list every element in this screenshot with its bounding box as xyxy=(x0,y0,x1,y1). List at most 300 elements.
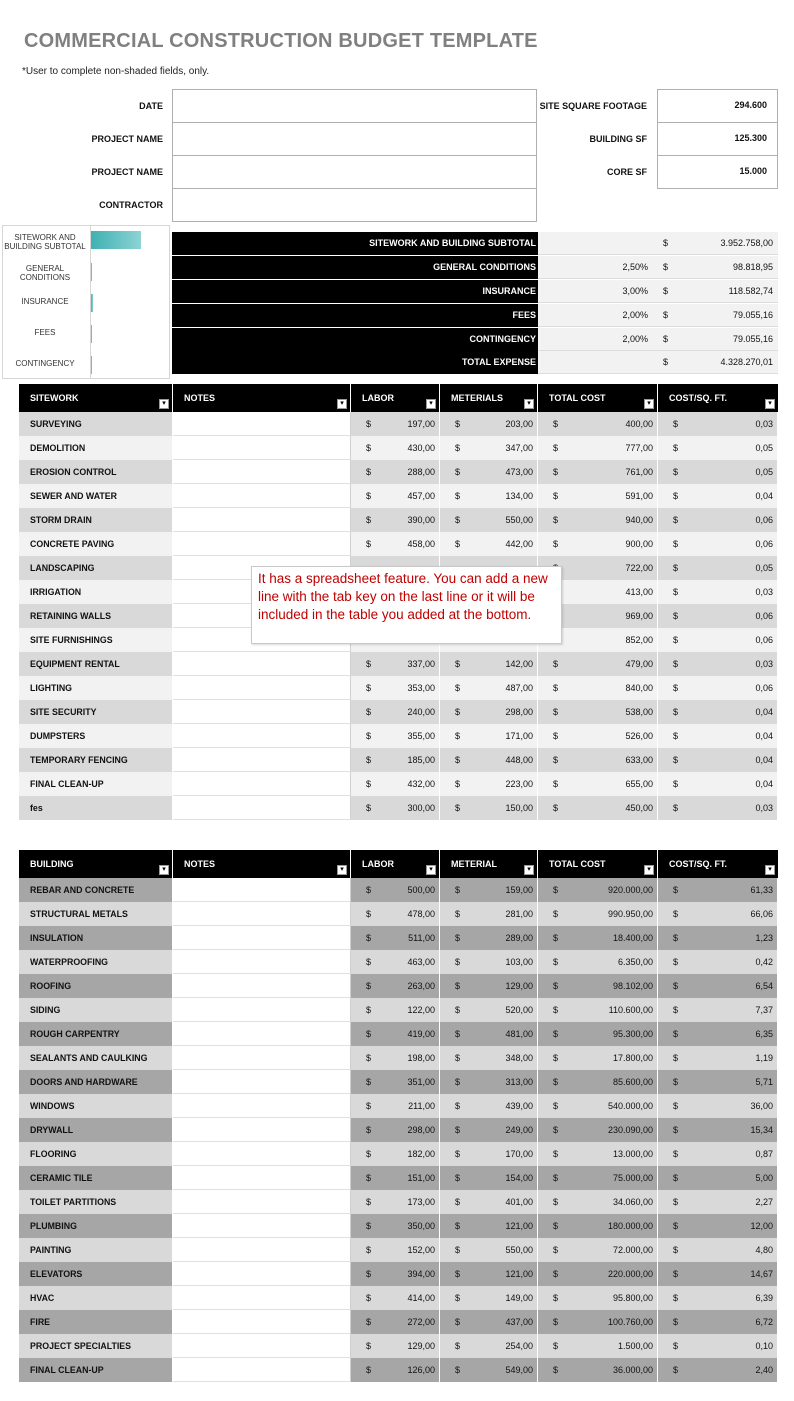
project-name-input[interactable] xyxy=(172,122,537,156)
materials-cell[interactable] xyxy=(440,1238,538,1262)
currency-symbol: $ xyxy=(366,539,372,549)
item-name-cell[interactable] xyxy=(19,580,173,604)
notes-cell[interactable] xyxy=(173,974,351,998)
cost-sqft-cell xyxy=(658,1190,778,1214)
item-name-cell[interactable] xyxy=(19,926,173,950)
cost-sqft-cell xyxy=(658,772,778,796)
currency-symbol: $ xyxy=(455,731,461,741)
labor-cell-value: 152,00 xyxy=(407,1245,435,1255)
currency-symbol: $ xyxy=(366,981,372,991)
labor-cell[interactable] xyxy=(351,508,440,532)
labor-cell[interactable] xyxy=(351,1334,440,1358)
currency-symbol: $ xyxy=(455,443,461,453)
filter-dropdown-icon[interactable]: ▾ xyxy=(159,399,169,409)
materials-cell[interactable] xyxy=(440,436,538,460)
labor-cell-value: 151,00 xyxy=(407,1173,435,1183)
materials-cell-value: 347,00 xyxy=(505,443,533,453)
labor-cell-value: 211,00 xyxy=(408,1101,435,1111)
item-name-cell-value: fes xyxy=(30,803,43,813)
total-cost-cell-value: 6.350,00 xyxy=(617,957,653,967)
materials-cell-value: 520,00 xyxy=(505,1005,533,1015)
labor-cell[interactable] xyxy=(351,1094,440,1118)
table-row xyxy=(19,436,778,460)
labor-cell[interactable] xyxy=(351,772,440,796)
notes-cell[interactable] xyxy=(173,652,351,676)
labor-cell[interactable] xyxy=(351,1310,440,1334)
total-cost-cell xyxy=(538,1142,658,1166)
labor-cell[interactable] xyxy=(351,1358,440,1382)
header-cost-sqft[interactable] xyxy=(658,850,778,878)
currency-symbol: $ xyxy=(673,539,679,549)
currency-symbol: $ xyxy=(455,1005,461,1015)
total-cost-cell xyxy=(538,412,658,436)
currency-symbol: $ xyxy=(553,933,559,943)
cost-sqft-cell-value: 6,39 xyxy=(755,1293,773,1303)
labor-cell[interactable] xyxy=(351,902,440,926)
materials-cell[interactable] xyxy=(440,1334,538,1358)
currency-symbol: $ xyxy=(553,1005,559,1015)
notes-cell[interactable] xyxy=(173,1214,351,1238)
notes-cell[interactable] xyxy=(173,1334,351,1358)
item-name-cell[interactable] xyxy=(19,772,173,796)
chart-bar-insurance xyxy=(91,294,93,312)
notes-cell[interactable] xyxy=(173,796,351,820)
materials-cell[interactable] xyxy=(440,700,538,724)
notes-cell[interactable] xyxy=(173,1118,351,1142)
item-name-cell[interactable] xyxy=(19,484,173,508)
item-name-cell[interactable] xyxy=(19,1142,173,1166)
item-name-cell[interactable] xyxy=(19,436,173,460)
cost-sqft-cell-value: 0,03 xyxy=(755,803,773,813)
materials-cell[interactable] xyxy=(440,1118,538,1142)
header-notes[interactable] xyxy=(173,384,351,412)
cost-sqft-cell xyxy=(658,796,778,820)
table-row xyxy=(19,484,778,508)
currency-symbol: $ xyxy=(455,467,461,477)
summary-row-insurance xyxy=(172,280,778,303)
filter-dropdown-icon[interactable]: ▾ xyxy=(765,865,775,875)
notes-cell[interactable] xyxy=(173,700,351,724)
labor-cell[interactable] xyxy=(351,974,440,998)
item-name-cell-value: EQUIPMENT RENTAL xyxy=(30,659,120,669)
notes-cell[interactable] xyxy=(173,1142,351,1166)
summary-pct-input[interactable]: 3,00% xyxy=(538,280,658,303)
notes-cell[interactable] xyxy=(173,1070,351,1094)
currency-symbol: $ xyxy=(366,957,372,967)
cost-sqft-cell xyxy=(658,998,778,1022)
notes-cell[interactable] xyxy=(173,772,351,796)
labor-cell[interactable] xyxy=(351,926,440,950)
chart-label-contingency: CONTINGENCY xyxy=(15,359,75,368)
total-cost-cell xyxy=(538,1286,658,1310)
currency-symbol: $ xyxy=(455,755,461,765)
cost-sqft-cell-value: 36,00 xyxy=(750,1101,773,1111)
item-name-cell[interactable] xyxy=(19,532,173,556)
materials-cell[interactable] xyxy=(440,460,538,484)
filter-dropdown-icon[interactable]: ▾ xyxy=(644,865,654,875)
item-name-cell[interactable] xyxy=(19,628,173,652)
currency-symbol: $ xyxy=(366,1341,372,1351)
materials-cell[interactable] xyxy=(440,796,538,820)
cost-sqft-cell-value: 0,04 xyxy=(755,755,773,765)
currency-symbol: $ xyxy=(553,885,559,895)
site-square-footage-input[interactable]: 294.600 xyxy=(657,89,778,123)
materials-cell-value: 289,00 xyxy=(505,933,533,943)
currency-symbol: $ xyxy=(553,803,559,813)
materials-cell[interactable] xyxy=(440,508,538,532)
notes-cell[interactable] xyxy=(173,878,351,902)
item-name-cell[interactable] xyxy=(19,878,173,902)
currency-symbol: $ xyxy=(553,1221,559,1231)
item-name-cell[interactable] xyxy=(19,1214,173,1238)
materials-cell[interactable] xyxy=(440,412,538,436)
notes-cell[interactable] xyxy=(173,436,351,460)
total-cost-cell xyxy=(538,1214,658,1238)
item-name-cell[interactable] xyxy=(19,902,173,926)
notes-cell[interactable] xyxy=(173,508,351,532)
item-name-cell[interactable] xyxy=(19,748,173,772)
materials-cell[interactable] xyxy=(440,748,538,772)
project-name-input-2[interactable] xyxy=(172,155,537,189)
item-name-cell[interactable] xyxy=(19,508,173,532)
currency-symbol: $ xyxy=(455,885,461,895)
cost-sqft-cell-value: 2,27 xyxy=(755,1197,773,1207)
currency-symbol: $ xyxy=(553,659,559,669)
labor-cell[interactable] xyxy=(351,700,440,724)
total-cost-cell-value: 852,00 xyxy=(625,635,653,645)
notes-cell[interactable] xyxy=(173,1310,351,1334)
summary-amount xyxy=(658,328,778,351)
header-total-cost[interactable] xyxy=(538,384,658,412)
notes-cell[interactable] xyxy=(173,1358,351,1382)
currency-symbol: $ xyxy=(553,1269,559,1279)
labor-cell[interactable] xyxy=(351,950,440,974)
notes-cell[interactable] xyxy=(173,1262,351,1286)
table-row xyxy=(19,902,778,926)
materials-cell[interactable] xyxy=(440,484,538,508)
labor-cell[interactable] xyxy=(351,724,440,748)
currency-symbol: $ xyxy=(455,803,461,813)
chart-label-general-conditions: GENERAL CONDITIONS xyxy=(19,264,71,282)
currency-symbol: $ xyxy=(673,635,679,645)
notes-cell[interactable] xyxy=(173,532,351,556)
filter-dropdown-icon[interactable]: ▾ xyxy=(337,399,347,409)
item-name-cell[interactable] xyxy=(19,460,173,484)
labor-cell[interactable] xyxy=(351,1262,440,1286)
currency-symbol: $ xyxy=(455,1101,461,1111)
labor-cell-value: 432,00 xyxy=(407,779,435,789)
notes-cell[interactable] xyxy=(173,1286,351,1310)
labor-cell[interactable] xyxy=(351,1142,440,1166)
header-total-cost[interactable] xyxy=(538,850,658,878)
currency-symbol: $ xyxy=(553,1077,559,1087)
total-cost-cell-value: 400,00 xyxy=(625,419,653,429)
labor-cell[interactable] xyxy=(351,436,440,460)
materials-cell[interactable] xyxy=(440,1166,538,1190)
project-name-label-2: PROJECT NAME xyxy=(91,167,163,177)
labor-cell-value: 351,00 xyxy=(407,1077,435,1087)
notes-cell[interactable] xyxy=(173,998,351,1022)
item-name-cell[interactable] xyxy=(19,1190,173,1214)
materials-cell[interactable] xyxy=(440,1190,538,1214)
currency-symbol: $ xyxy=(366,1245,372,1255)
table-row xyxy=(19,998,778,1022)
notes-cell[interactable] xyxy=(173,484,351,508)
cost-sqft-cell xyxy=(658,1262,778,1286)
materials-cell[interactable] xyxy=(440,1070,538,1094)
notes-cell[interactable] xyxy=(173,1166,351,1190)
labor-cell[interactable] xyxy=(351,1070,440,1094)
item-name-cell-value: CONCRETE PAVING xyxy=(30,539,115,549)
total-cost-cell-value: 633,00 xyxy=(625,755,653,765)
date-input[interactable] xyxy=(172,89,537,123)
header-labor[interactable] xyxy=(351,384,440,412)
filter-dropdown-icon[interactable]: ▾ xyxy=(524,399,534,409)
cost-sqft-cell xyxy=(658,1286,778,1310)
notes-cell[interactable] xyxy=(173,724,351,748)
materials-cell-value: 481,00 xyxy=(505,1029,533,1039)
materials-cell[interactable] xyxy=(440,1358,538,1382)
summary-label: TOTAL EXPENSE xyxy=(172,351,538,374)
total-cost-cell-value: 95.800,00 xyxy=(612,1293,653,1303)
currency-symbol: $ xyxy=(553,707,559,717)
notes-cell[interactable] xyxy=(173,1022,351,1046)
materials-cell[interactable] xyxy=(440,772,538,796)
currency-symbol: $ xyxy=(455,1149,461,1159)
cost-sqft-cell xyxy=(658,1070,778,1094)
notes-cell[interactable] xyxy=(173,1046,351,1070)
labor-cell[interactable] xyxy=(351,1238,440,1262)
labor-cell[interactable] xyxy=(351,1190,440,1214)
item-name-cell[interactable] xyxy=(19,1358,173,1382)
item-name-cell[interactable] xyxy=(19,998,173,1022)
currency-symbol: $ xyxy=(553,1341,559,1351)
labor-cell[interactable] xyxy=(351,676,440,700)
item-name-cell[interactable] xyxy=(19,1334,173,1358)
sitework-header-row xyxy=(19,384,778,412)
filter-dropdown-icon[interactable]: ▾ xyxy=(765,399,775,409)
currency-symbol: $ xyxy=(553,1197,559,1207)
total-cost-cell xyxy=(538,1166,658,1190)
total-cost-cell-value: 538,00 xyxy=(625,707,653,717)
item-name-cell[interactable] xyxy=(19,1286,173,1310)
currency-symbol: $ xyxy=(673,803,679,813)
materials-cell-value: 149,00 xyxy=(505,1293,533,1303)
notes-cell[interactable] xyxy=(173,460,351,484)
notes-cell[interactable] xyxy=(173,1094,351,1118)
filter-dropdown-icon[interactable]: ▾ xyxy=(644,399,654,409)
notes-cell[interactable] xyxy=(173,926,351,950)
filter-dropdown-icon[interactable]: ▾ xyxy=(159,865,169,875)
notes-cell[interactable] xyxy=(173,676,351,700)
labor-cell[interactable] xyxy=(351,1166,440,1190)
materials-cell[interactable] xyxy=(440,926,538,950)
currency-symbol: $ xyxy=(673,1005,679,1015)
labor-cell[interactable] xyxy=(351,1286,440,1310)
materials-cell-value: 171,00 xyxy=(505,731,533,741)
labor-cell[interactable] xyxy=(351,1022,440,1046)
materials-cell[interactable] xyxy=(440,676,538,700)
notes-cell[interactable] xyxy=(173,1190,351,1214)
materials-cell[interactable] xyxy=(440,1310,538,1334)
item-name-cell-value: INSULATION xyxy=(30,933,84,943)
summary-label: SITEWORK AND BUILDING SUBTOTAL xyxy=(172,232,538,255)
contractor-input[interactable] xyxy=(172,188,537,222)
cost-sqft-cell xyxy=(658,628,778,652)
labor-cell[interactable] xyxy=(351,748,440,772)
item-name-cell[interactable] xyxy=(19,1118,173,1142)
filter-dropdown-icon[interactable]: ▾ xyxy=(426,865,436,875)
currency-symbol: $ xyxy=(366,755,372,765)
materials-cell[interactable] xyxy=(440,878,538,902)
materials-cell[interactable] xyxy=(440,652,538,676)
labor-cell[interactable] xyxy=(351,1046,440,1070)
currency-symbol: $ xyxy=(455,909,461,919)
item-name-cell[interactable] xyxy=(19,1070,173,1094)
currency-symbol: $ xyxy=(673,659,679,669)
currency-symbol: $ xyxy=(673,443,679,453)
materials-cell[interactable] xyxy=(440,724,538,748)
labor-cell[interactable] xyxy=(351,878,440,902)
materials-cell[interactable] xyxy=(440,1142,538,1166)
item-name-cell[interactable] xyxy=(19,950,173,974)
currency-symbol: $ xyxy=(455,539,461,549)
labor-cell[interactable] xyxy=(351,1118,440,1142)
item-name-cell[interactable] xyxy=(19,1310,173,1334)
materials-cell[interactable] xyxy=(440,1022,538,1046)
currency-symbol: $ xyxy=(673,957,679,967)
header-cost-sqft[interactable] xyxy=(658,384,778,412)
materials-cell[interactable] xyxy=(440,1262,538,1286)
item-name-cell[interactable] xyxy=(19,652,173,676)
header-label: SITEWORK xyxy=(30,393,79,403)
labor-cell[interactable] xyxy=(351,796,440,820)
total-cost-cell-value: 722,00 xyxy=(625,563,653,573)
notes-cell[interactable] xyxy=(173,902,351,926)
total-cost-cell xyxy=(538,772,658,796)
labor-cell[interactable] xyxy=(351,652,440,676)
currency-symbol: $ xyxy=(673,419,679,429)
cost-sqft-cell xyxy=(658,878,778,902)
labor-cell[interactable] xyxy=(351,998,440,1022)
labor-cell[interactable] xyxy=(351,532,440,556)
summary-pct-input[interactable]: 2,50% xyxy=(538,256,658,279)
item-name-cell[interactable] xyxy=(19,1238,173,1262)
item-name-cell[interactable] xyxy=(19,1022,173,1046)
currency-symbol: $ xyxy=(553,491,559,501)
item-name-cell[interactable] xyxy=(19,556,173,580)
filter-dropdown-icon[interactable]: ▾ xyxy=(337,865,347,875)
cost-sqft-cell-value: 5,71 xyxy=(755,1077,773,1087)
notes-cell[interactable] xyxy=(173,950,351,974)
cost-sqft-cell xyxy=(658,1022,778,1046)
cost-sqft-cell-value: 1,23 xyxy=(755,933,773,943)
materials-cell[interactable] xyxy=(440,532,538,556)
labor-cell[interactable] xyxy=(351,484,440,508)
item-name-cell[interactable] xyxy=(19,724,173,748)
contractor-label: CONTRACTOR xyxy=(99,200,163,210)
currency-symbol: $ xyxy=(366,467,372,477)
currency-symbol: $ xyxy=(366,1365,372,1375)
item-name-cell[interactable] xyxy=(19,1262,173,1286)
core-sf-label: CORE SF xyxy=(606,167,647,177)
item-name-cell[interactable] xyxy=(19,974,173,998)
currency-symbol: $ xyxy=(553,515,559,525)
header-materials[interactable] xyxy=(440,384,538,412)
core-sf-input[interactable]: 15.000 xyxy=(657,155,778,189)
item-name-cell[interactable] xyxy=(19,676,173,700)
cost-sqft-cell-value: 0,04 xyxy=(755,731,773,741)
building-sf-input[interactable]: 125.300 xyxy=(657,122,778,156)
total-cost-cell xyxy=(538,532,658,556)
summary-pct-input[interactable]: 2,00% xyxy=(538,328,658,351)
labor-cell[interactable] xyxy=(351,460,440,484)
item-name-cell[interactable] xyxy=(19,1166,173,1190)
labor-cell-value: 419,00 xyxy=(407,1029,435,1039)
materials-cell[interactable] xyxy=(440,950,538,974)
page-title: COMMERCIAL CONSTRUCTION BUDGET TEMPLATE xyxy=(24,30,538,52)
currency-symbol: $ xyxy=(673,885,679,895)
date-label: DATE xyxy=(139,101,163,111)
total-cost-cell xyxy=(538,1262,658,1286)
filter-dropdown-icon[interactable]: ▾ xyxy=(524,865,534,875)
materials-cell[interactable] xyxy=(440,1094,538,1118)
cost-sqft-cell-value: 0,03 xyxy=(755,419,773,429)
notes-cell[interactable] xyxy=(173,412,351,436)
labor-cell[interactable] xyxy=(351,412,440,436)
summary-amount xyxy=(658,232,778,255)
materials-cell[interactable] xyxy=(440,1214,538,1238)
header-labor[interactable] xyxy=(351,850,440,878)
item-name-cell-value: ROUGH CARPENTRY xyxy=(30,1029,120,1039)
item-name-cell[interactable] xyxy=(19,1046,173,1070)
materials-cell[interactable] xyxy=(440,974,538,998)
filter-dropdown-icon[interactable]: ▾ xyxy=(426,399,436,409)
labor-cell[interactable] xyxy=(351,1214,440,1238)
chart-label-subtotal: SITEWORK AND BUILDING SUBTOTAL xyxy=(4,233,86,251)
item-name-cell[interactable] xyxy=(19,796,173,820)
item-name-cell[interactable] xyxy=(19,700,173,724)
materials-cell-value: 203,00 xyxy=(505,419,533,429)
item-name-cell[interactable] xyxy=(19,412,173,436)
currency-symbol: $ xyxy=(455,1293,461,1303)
currency-symbol: $ xyxy=(673,1197,679,1207)
cost-sqft-cell-value: 0,04 xyxy=(755,491,773,501)
table-row xyxy=(19,1142,778,1166)
header-building[interactable] xyxy=(19,850,173,878)
header-label: TOTAL COST xyxy=(549,859,606,869)
cost-sqft-cell-value: 14,67 xyxy=(750,1269,773,1279)
materials-cell[interactable] xyxy=(440,1286,538,1310)
header-material[interactable] xyxy=(440,850,538,878)
materials-cell[interactable] xyxy=(440,902,538,926)
total-cost-cell xyxy=(538,1022,658,1046)
summary-amount-value: 118.582,74 xyxy=(728,286,773,296)
notes-cell[interactable] xyxy=(173,748,351,772)
item-name-cell[interactable] xyxy=(19,1094,173,1118)
cost-sqft-cell-value: 0,06 xyxy=(755,635,773,645)
header-sitework[interactable] xyxy=(19,384,173,412)
notes-cell[interactable] xyxy=(173,1238,351,1262)
header-label: METERIALS xyxy=(451,393,504,403)
materials-cell[interactable] xyxy=(440,998,538,1022)
cost-sqft-cell-value: 0,05 xyxy=(755,443,773,453)
header-notes[interactable] xyxy=(173,850,351,878)
summary-pct-input[interactable]: 2,00% xyxy=(538,304,658,327)
materials-cell[interactable] xyxy=(440,1046,538,1070)
item-name-cell-value: LIGHTING xyxy=(30,683,73,693)
item-name-cell[interactable] xyxy=(19,604,173,628)
